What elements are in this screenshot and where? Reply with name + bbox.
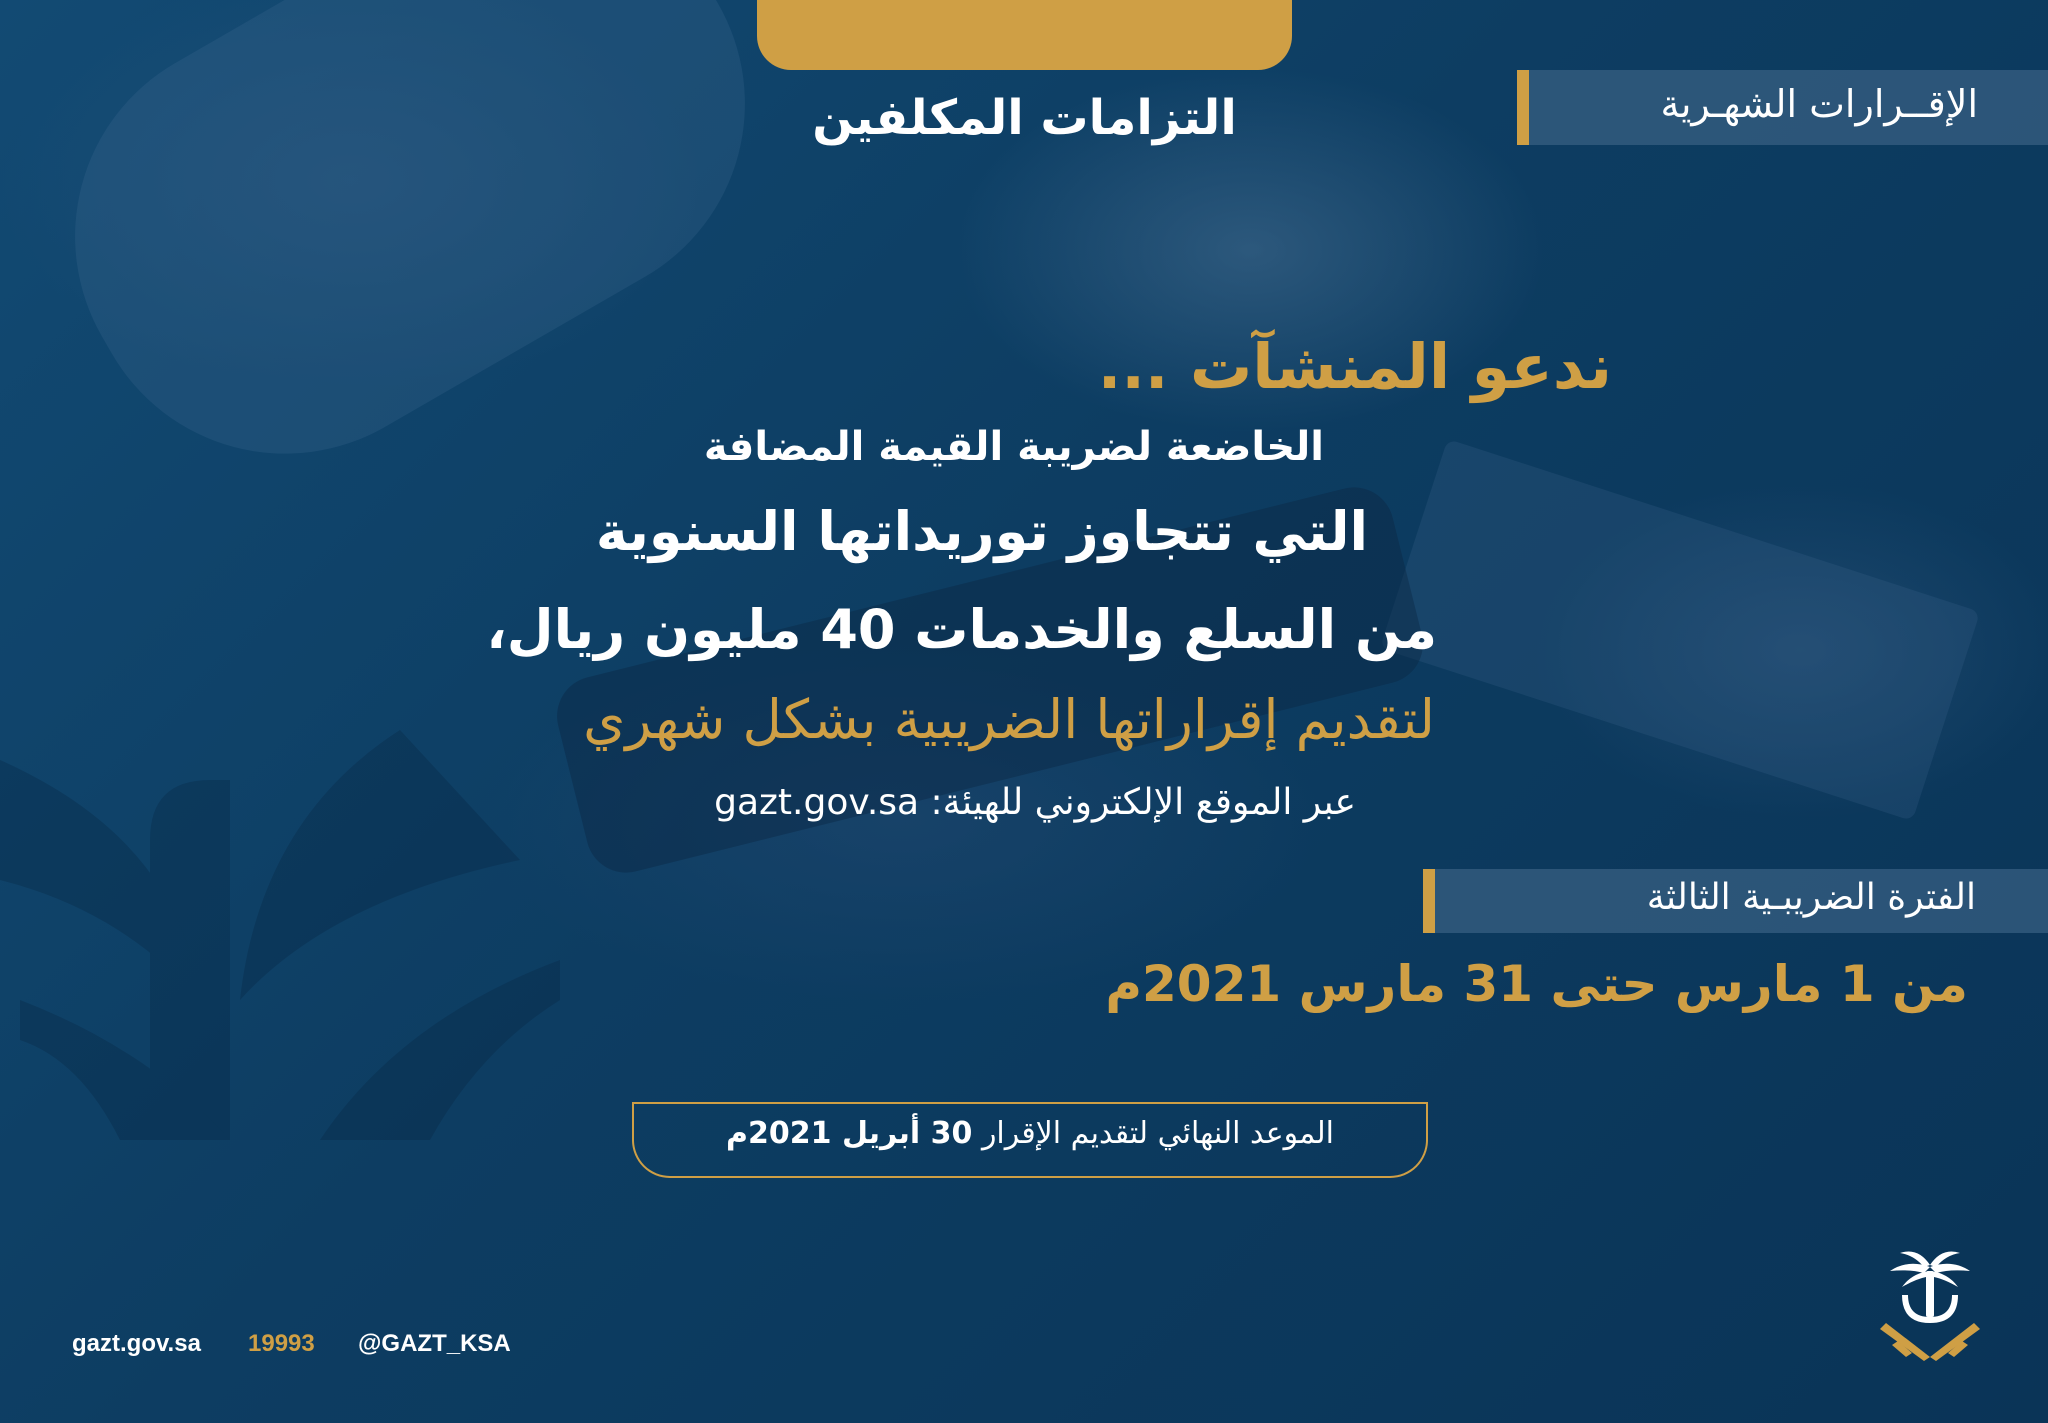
footer-social-handle[interactable]: @GAZT_KSA bbox=[358, 1330, 511, 1357]
message-line-threshold: من السلع والخدمات 40 مليون ريال، bbox=[486, 598, 1437, 661]
period-tag-label: الفترة الضريبـية الثالثة bbox=[1646, 877, 1976, 918]
deadline-prefix: الموعد النهائي لتقديم الإقرار bbox=[972, 1116, 1334, 1151]
deadline-box bbox=[632, 1102, 1428, 1178]
category-tag-accent-bar bbox=[1517, 70, 1529, 145]
background-paper-shape bbox=[1380, 439, 1981, 821]
message-line-supplies: التي تتجاوز توريداتها السنوية bbox=[595, 500, 1368, 563]
invite-heading: ندعو المنشآت ... bbox=[1097, 330, 1612, 403]
footer-phone: 19993 bbox=[248, 1330, 315, 1357]
deadline-date: 30 أبريل 2021م bbox=[726, 1116, 973, 1151]
period-tag bbox=[1423, 869, 2048, 933]
deadline-text bbox=[634, 1116, 1426, 1151]
period-tag-accent-bar bbox=[1423, 869, 1435, 933]
category-tag bbox=[1517, 70, 2048, 145]
background-emblem-icon bbox=[0, 580, 620, 1140]
top-accent-tab bbox=[757, 0, 1292, 70]
category-tag-label: الإقــرارات الشهـرية bbox=[1660, 82, 1978, 126]
message-line-website: عبر الموقع الإلكتروني للهيئة: gazt.gov.sa bbox=[714, 782, 1356, 823]
page-title: التزامات المكلفين bbox=[812, 90, 1237, 146]
period-dates: من 1 مارس حتى 31 مارس 2021م bbox=[1105, 955, 1968, 1013]
footer-website[interactable]: gazt.gov.sa bbox=[72, 1330, 201, 1357]
background-sleeve-shape bbox=[2, 0, 818, 527]
gazt-logo-icon bbox=[1878, 1245, 1982, 1361]
message-line-monthly-filing: لتقديم إقراراتها الضريبية بشكل شهري bbox=[583, 688, 1435, 751]
message-line-vat: الخاضعة لضريبة القيمة المضافة bbox=[703, 424, 1324, 470]
